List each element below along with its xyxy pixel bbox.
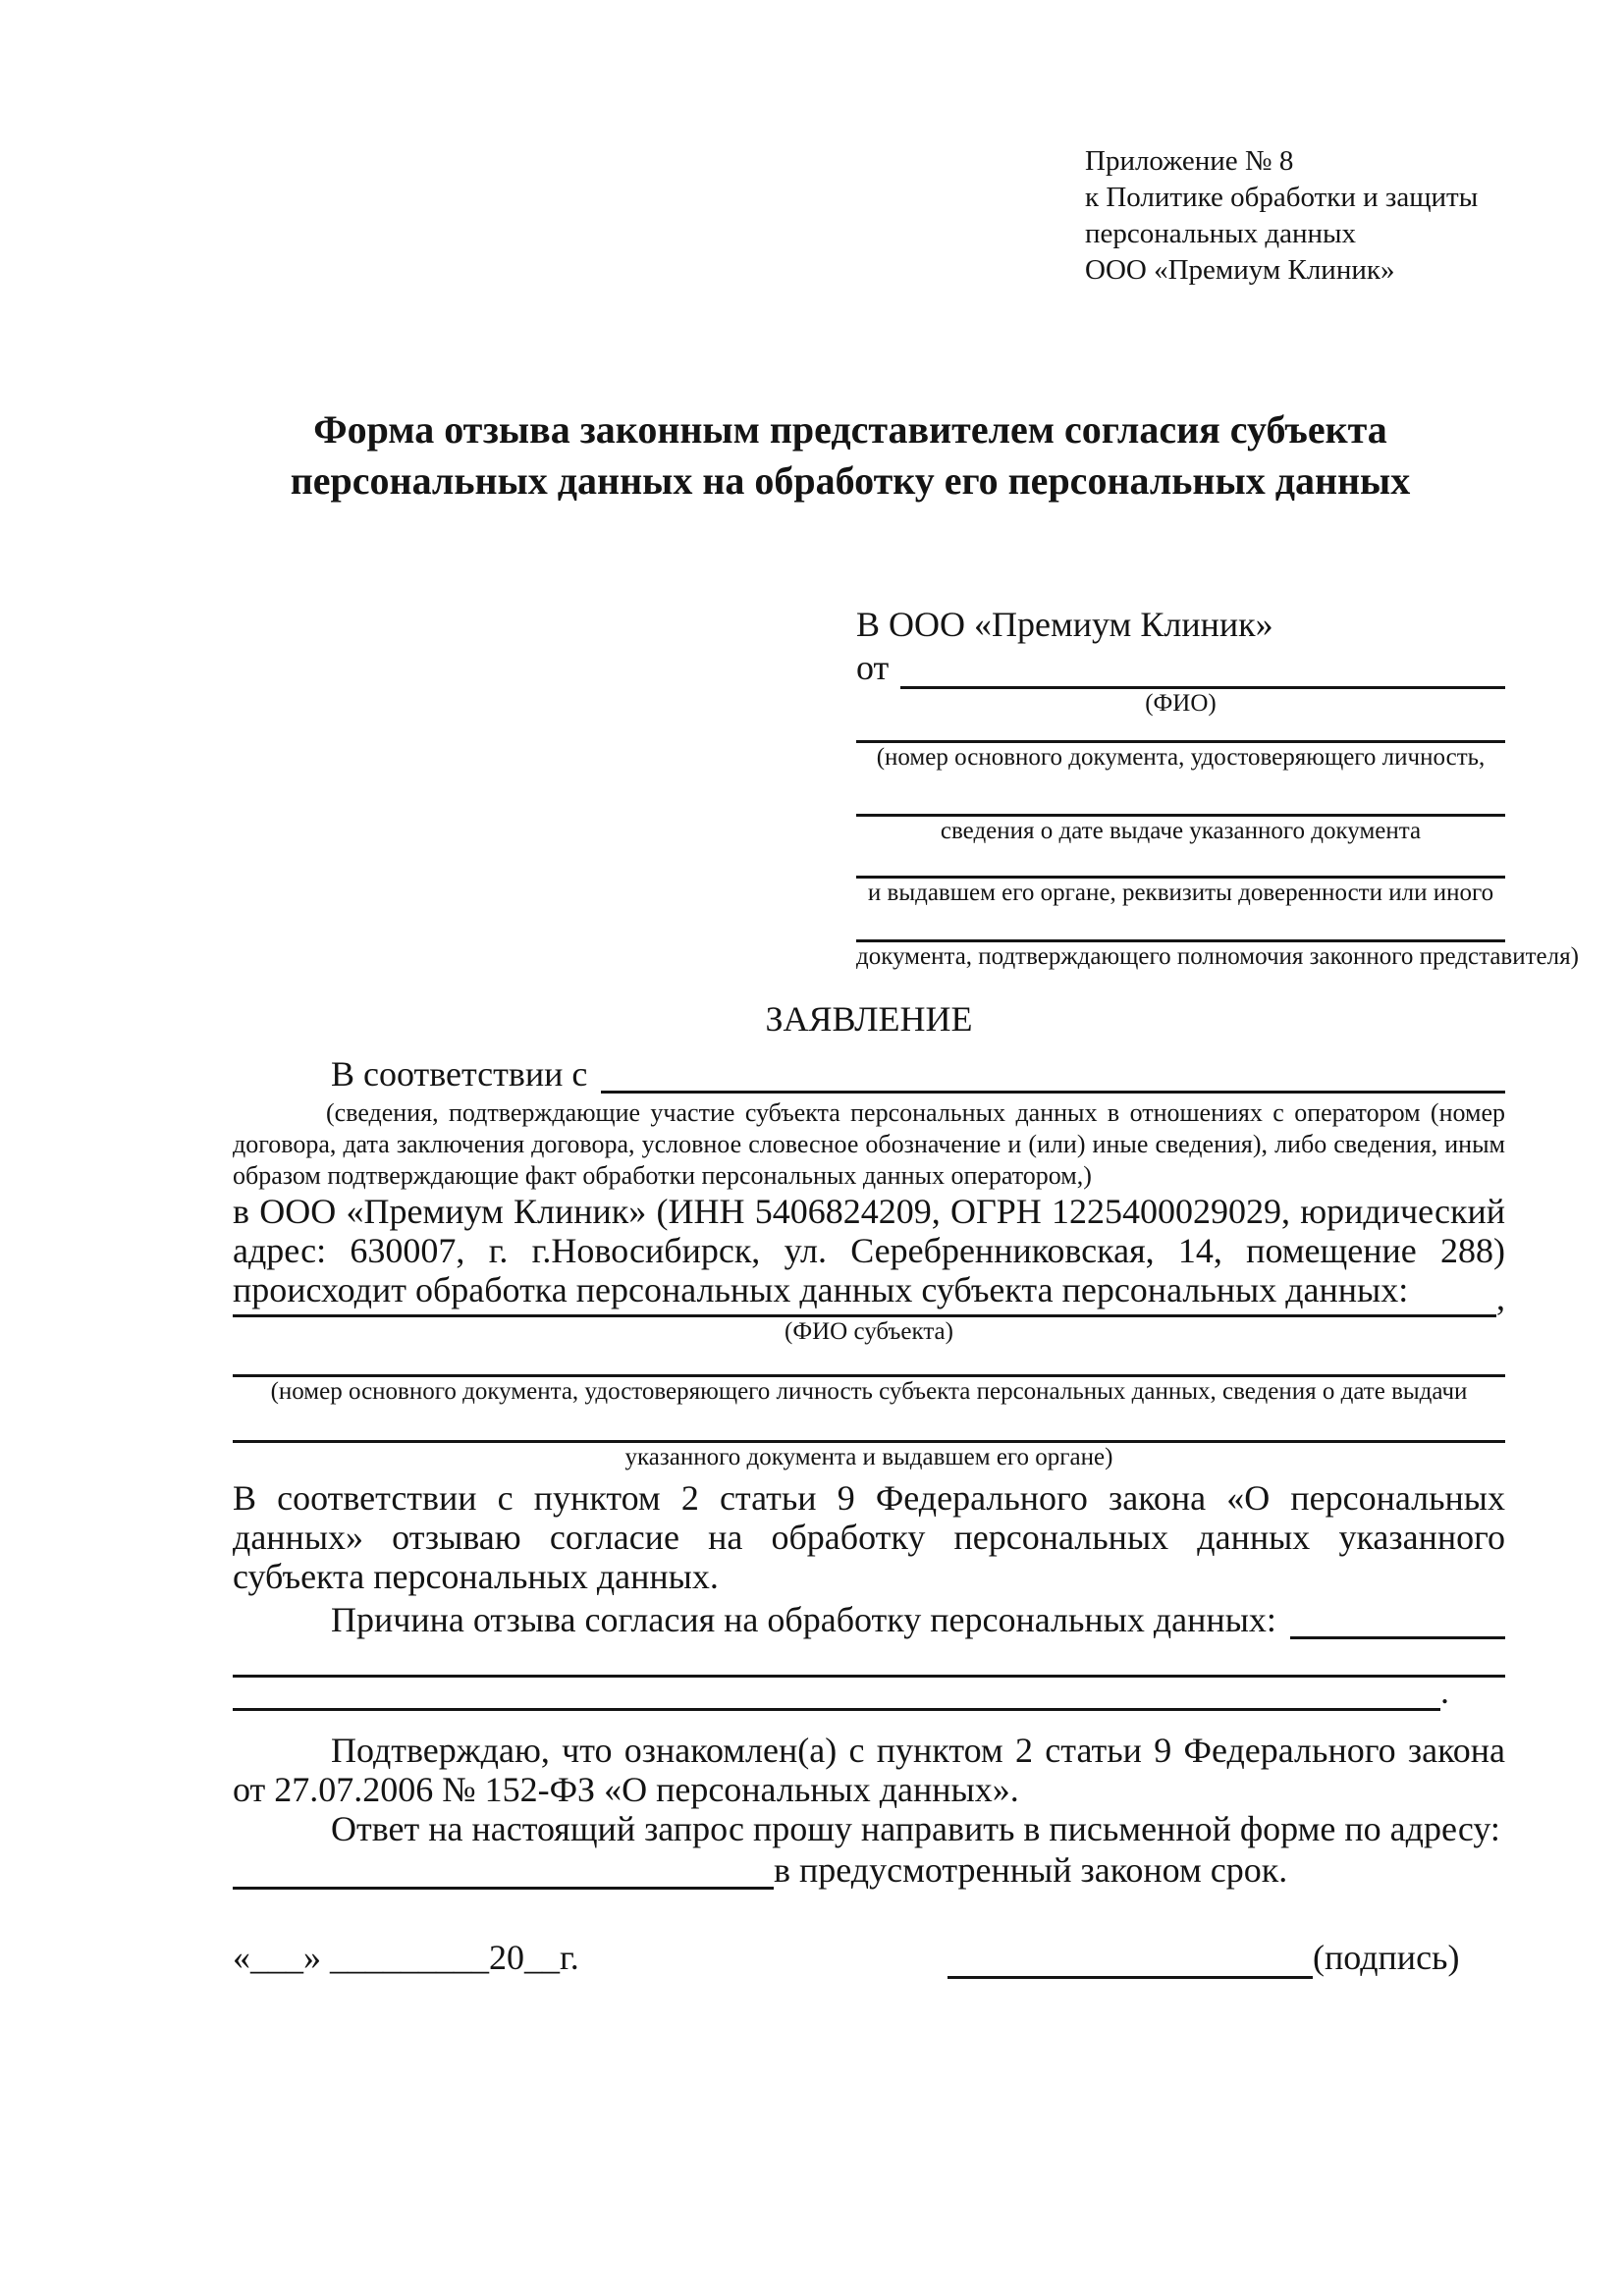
issue-date-fill-line — [856, 773, 1505, 817]
from-row — [856, 646, 1505, 689]
subject-document-caption: (номер основного документа, удостоверяющего личность субъекта персональных данных, сведения о дате выдачи — [270, 1378, 1468, 1405]
comma-suffix: , — [1496, 1278, 1505, 1317]
field-caption: (номер основного документа, удостоверяющего личность, — [876, 744, 1486, 771]
subject-fio-caption: (ФИО субъекта) — [785, 1318, 953, 1345]
reason-extra-row-2 — [233, 1672, 1505, 1711]
statement-heading: ЗАЯВЛЕНИЕ — [765, 999, 973, 1039]
reason-label: Причина отзыва согласия на обработку персональных данных: — [331, 1600, 1276, 1639]
reason-row — [233, 1596, 1505, 1639]
reason-fill-line — [1290, 1636, 1505, 1639]
document-title — [233, 404, 1468, 507]
reply-paragraph: Ответ на настоящий запрос прошу направить в письменной форме по адресу: — [331, 1809, 1500, 1848]
authority-document-fill-line — [856, 908, 1505, 942]
header-line: к Политике обработки и защиты — [1085, 182, 1479, 213]
accordance-fill-line — [601, 1091, 1505, 1094]
addressee-block — [856, 603, 1579, 972]
operator-paragraph: в ООО «Премиум Клиник» (ИНН 5406824209, ОГРН 1225400029029, юридический адрес: 630007, г. г.Новосибирск, ул. Серебренниковская, 14, помещение 288) происходит обработка персональных данных субъекта персональных данных: — [233, 1192, 1505, 1309]
date-line: «___» _________20__г. — [233, 1938, 579, 1977]
accordance-row — [233, 1050, 1505, 1094]
from-label: от — [856, 648, 890, 687]
withdrawal-paragraph: В соответствии с пунктом 2 статьи 9 Федерального закона «О персональных данных» отзываю согласие на обработку персональных данных указанного субъекта персональных данных. — [233, 1478, 1505, 1596]
issuing-authority-fill-line — [856, 846, 1505, 879]
signature-caption: (подпись) — [1313, 1938, 1460, 1977]
accordance-label: В соответствии с — [331, 1054, 588, 1094]
field-caption: документа, подтверждающего полномочия законного представителя) — [856, 943, 1579, 970]
signature-fill-line — [947, 1939, 1313, 1979]
addressee-to: В ООО «Премиум Клиник» — [856, 605, 1273, 644]
header-line: Приложение № 8 — [1085, 145, 1294, 177]
statement-body — [233, 999, 1505, 1890]
title-line: Форма отзыва законным представителем согласия субъекта — [313, 407, 1387, 452]
title-line: персональных данных на обработку его персональных данных — [290, 458, 1411, 503]
subject-document-fill-line-2 — [233, 1407, 1505, 1443]
fio-caption: (ФИО) — [1145, 690, 1217, 717]
reply-address-fill-line — [233, 1887, 774, 1890]
header-line: ООО «Премиум Клиник» — [1085, 254, 1395, 286]
field-caption: сведения о дате выдаче указанного документа — [940, 818, 1422, 844]
subject-document-fill-line — [233, 1347, 1505, 1377]
header-line: персональных данных — [1085, 218, 1357, 249]
small-print-note: (сведения, подтверждающие участие субъекта персональных данных в отношениях с оператором (номер договора, дата заключения договора, условное словесное обозначение и (или) иные сведения), либо сведения, иным образом подтверждающие факт обработки персональных данных оператором,) — [233, 1098, 1505, 1190]
subject-document-caption-2: указанного документа и выдавшем его органе) — [624, 1444, 1113, 1470]
confirm-paragraph: Подтверждаю, что ознакомлен(а) с пунктом 2 статьи 9 Федерального закона от 27.07.2006 № 152-ФЗ «О персональных данных». — [233, 1731, 1505, 1809]
header-block — [1085, 143, 1478, 289]
reply-suffix: в предусмотренный законом срок. — [774, 1850, 1288, 1890]
reason-extra-fill-line-1 — [233, 1639, 1505, 1678]
signature-group — [947, 1936, 1505, 1979]
subject-fio-row — [233, 1278, 1505, 1317]
period-suffix: . — [1440, 1672, 1449, 1711]
reply-address-row — [233, 1848, 1505, 1890]
document-number-fill-line — [856, 719, 1505, 743]
reason-extra-fill-line-2 — [233, 1708, 1440, 1711]
footer-row — [233, 1936, 1505, 1979]
field-caption: и выдавшем его органе, реквизиты доверенности или иного — [867, 880, 1494, 906]
